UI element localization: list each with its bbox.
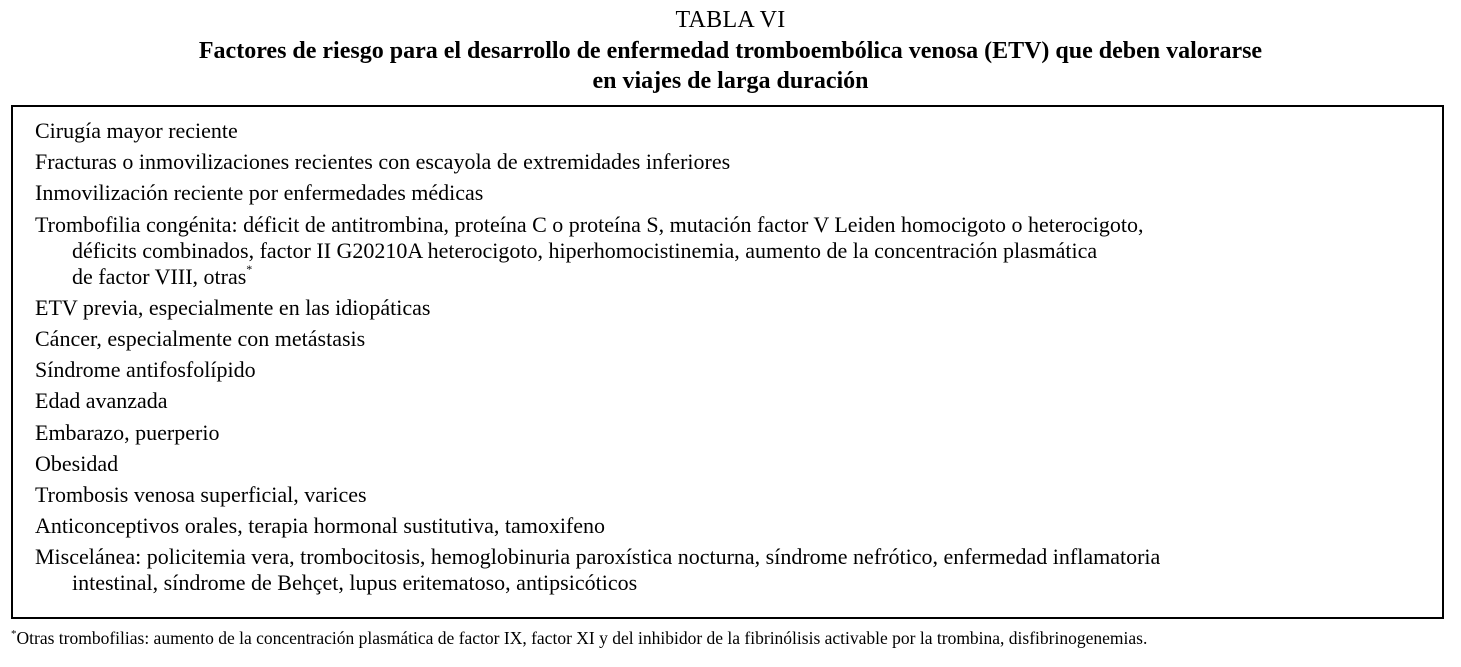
table-title bbox=[0, 36, 1461, 96]
risk-factor-fractures: Fracturas o inmovilizaciones recientes con escayola de extremidades inferiores bbox=[35, 149, 731, 175]
risk-factor-obesity: Obesidad bbox=[35, 450, 119, 476]
risk-factor-superficial-thrombosis: Trombosis venosa superficial, varices bbox=[35, 481, 367, 507]
risk-factor-cancer: Cáncer, especialmente con metástasis bbox=[35, 325, 366, 351]
risk-factor-list bbox=[35, 118, 1432, 601]
risk-factors-table bbox=[11, 105, 1444, 619]
risk-factor-hormonal: Anticonceptivos orales, terapia hormonal sustitutiva, tamoxifeno bbox=[35, 513, 606, 539]
footnote-marker: * bbox=[11, 628, 17, 641]
risk-factor-antiphospholipid: Síndrome antifosfolípido bbox=[35, 357, 256, 383]
table-number: TABLA VI bbox=[675, 7, 786, 33]
risk-factor-immobilization: Inmovilización reciente por enfermedades médicas bbox=[35, 180, 484, 206]
table-title-line-1: Factores de riesgo para el desarrollo de enfermedad tromboembólica venosa (ETV) que deben valorarse bbox=[198, 38, 1263, 64]
risk-factor-age: Edad avanzada bbox=[35, 388, 168, 414]
table-title-line-2: en viajes de larga duración bbox=[592, 68, 869, 94]
table-footnote bbox=[11, 626, 1147, 650]
footnote-reference-marker: * bbox=[246, 262, 253, 277]
footnote-text: Otras trombofilias: aumento de la concentración plasmática de factor IX, factor XI y del inhibidor de la fibrinólisis activable por la trombina, disfibrinogenemias. bbox=[16, 628, 1148, 648]
risk-factor-thrombophilia bbox=[35, 212, 1432, 290]
risk-factor-thrombophilia-text: Trombofilia congénita: déficit de antitrombina, proteína C o proteína S, mutación factor V Leiden homocigoto o heterocigoto, déficits combinados, factor II G20210A heterocigoto, hiperhomocistinemia, aumento de la concentración plasmática de factor VIII, otras bbox=[35, 211, 1144, 289]
risk-factor-surgery: Cirugía mayor reciente bbox=[35, 118, 238, 143]
risk-factor-previous-etv: ETV previa, especialmente en las idiopáticas bbox=[35, 294, 431, 320]
risk-factor-pregnancy: Embarazo, puerperio bbox=[35, 419, 220, 445]
risk-factor-miscellaneous: Miscelánea: policitemia vera, trombocitosis, hemoglobinuria paroxística nocturna, síndrome nefrótico, enfermedad inflamatoria intestinal, síndrome de Behçet, lupus eritematoso, antipsicóticos bbox=[35, 544, 1161, 596]
